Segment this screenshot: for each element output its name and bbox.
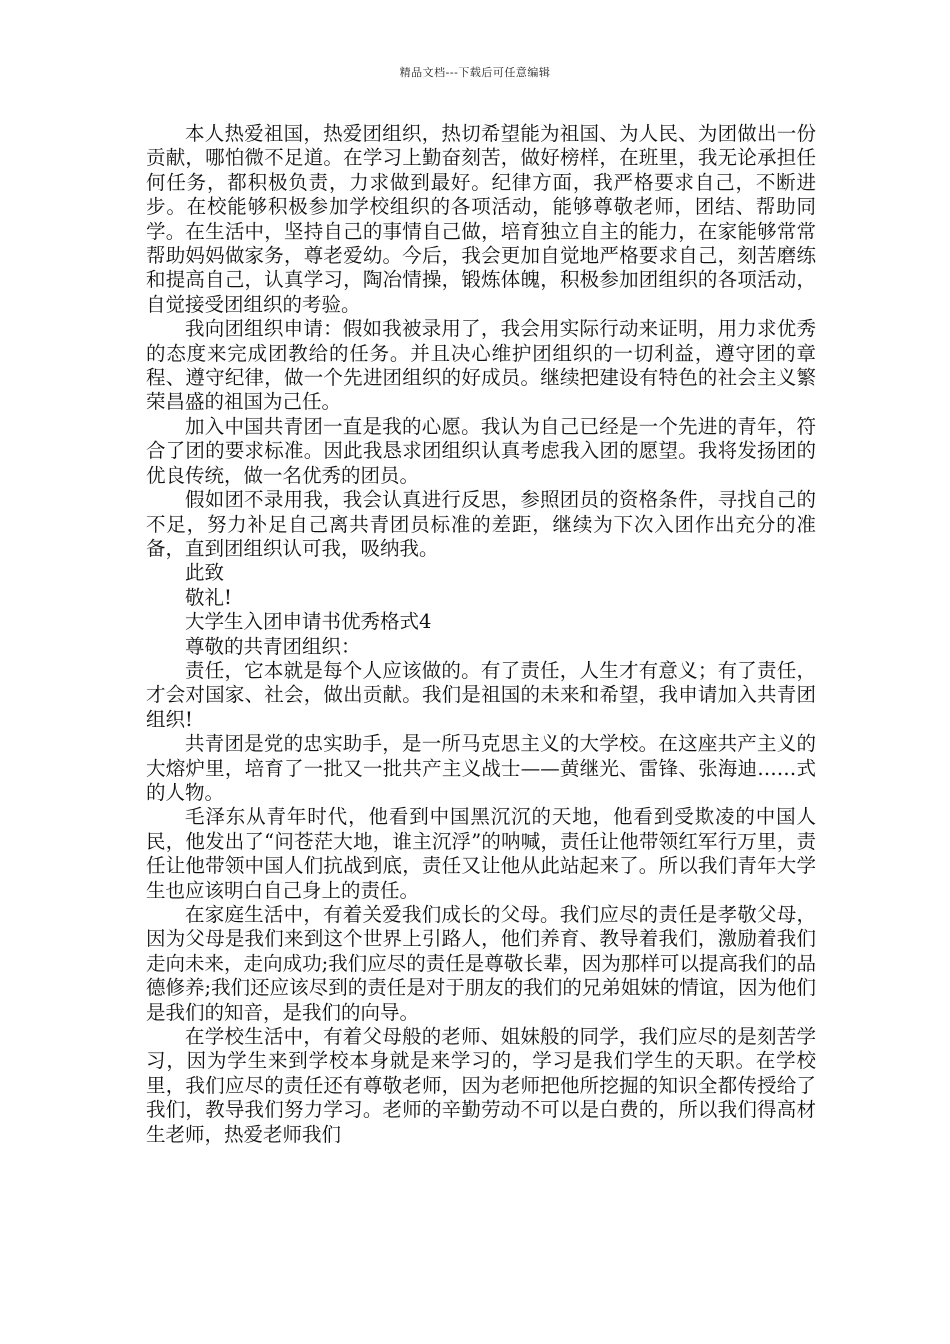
paragraph: 毛泽东从青年时代，他看到中国黑沉沉的天地，他看到受欺凌的中国人民，他发出了“问苍茫大地，谁主沉浮”的呐喊，责任让他带领红军行万里，责任让他带领中国人们抗战到底，责任又让他从此站起来了。所以我们青年大学生也应该明白自己身上的责任。 xyxy=(146,805,816,902)
paragraph: 本人热爱祖国，热爱团组织，热切希望能为祖国、为人民、为团做出一份贡献，哪怕微不足道。在学习上勤奋刻苦，做好榜样，在班里，我无论承担任何任务，都积极负责，力求做到最好。纪律方面，我严格要求自己，不断进步。在校能够积极参加学校组织的各项活动，能够尊敬老师，团结、帮助同学。在生活中，坚持自己的事情自己做，培育独立自主的能力，在家能够常常帮助妈妈做家务，尊老爱幼。今后，我会更加自觉地严格要求自己，刻苦磨练和提高自己，认真学习，陶冶情操，锻炼体魄，积极参加团组织的各项活动，自觉接受团组织的考验。 xyxy=(146,122,816,316)
paragraph: 我向团组织申请：假如我被录用了，我会用实际行动来证明，用力求优秀的态度来完成团教给的任务。并且决心维护团组织的一切利益，遵守团的章程、遵守纪律，做一个先进团组织的好成员。继续把建设有特色的社会主义繁荣昌盛的祖国为己任。 xyxy=(146,317,816,414)
document-body xyxy=(146,122,816,1147)
closing-line: 此致 xyxy=(185,561,225,585)
paragraph: 在家庭生活中，有着关爱我们成长的父母。我们应尽的责任是孝敬父母，因为父母是我们来到这个世界上引路人，他们养育、教导着我们，激励着我们走向未来，走向成功;我们应尽的责任是尊敬长辈，因为那样可以提高我们的品德修养;我们还应该尽到的责任是对于朋友的我们的兄弟姐妹的情谊，因为他们是我们的知音，是我们的向导。 xyxy=(146,903,816,1024)
closing-line: 敬礼! xyxy=(185,585,232,609)
paragraph: 共青团是党的忠实助手，是一所马克思主义的大学校。在这座共产主义的大熔炉里，培育了一批又一批共产主义战士——黄继光、雷锋、张海迪……式的人物。 xyxy=(146,732,816,804)
section-title: 大学生入团申请书优秀格式4 xyxy=(185,610,432,634)
page-header: 精品文档---下载后可任意编辑 xyxy=(399,66,551,79)
paragraph: 在学校生活中，有着父母般的老师、姐妹般的同学，我们应尽的是刻苦学习，因为学生来到学校本身就是来学习的，学习是我们学生的天职。在学校里，我们应尽的责任还有尊敬老师，因为老师把他所挖掘的知识全都传授给了我们，教导我们努力学习。老师的辛勤劳动不可以是白费的，所以我们得高材生老师，热爱老师我们 xyxy=(146,1025,816,1146)
salutation: 尊敬的共青团组织： xyxy=(185,634,361,658)
paragraph: 假如团不录用我，我会认真进行反思，参照团员的资格条件，寻找自己的不足，努力补足自己离共青团员标准的差距，继续为下次入团作出充分的准备，直到团组织认可我，吸纳我。 xyxy=(146,488,816,560)
paragraph: 加入中国共青团一直是我的心愿。我认为自己已经是一个先进的青年，符合了团的要求标准。因此我恳求团组织认真考虑我入团的愿望。我将发扬团的优良传统，做一名优秀的团员。 xyxy=(146,414,816,487)
paragraph: 责任，它本就是每个人应该做的。有了责任，人生才有意义；有了责任，才会对国家、社会，做出贡献。我们是祖国的未来和希望，我申请加入共青团组织! xyxy=(146,658,816,731)
